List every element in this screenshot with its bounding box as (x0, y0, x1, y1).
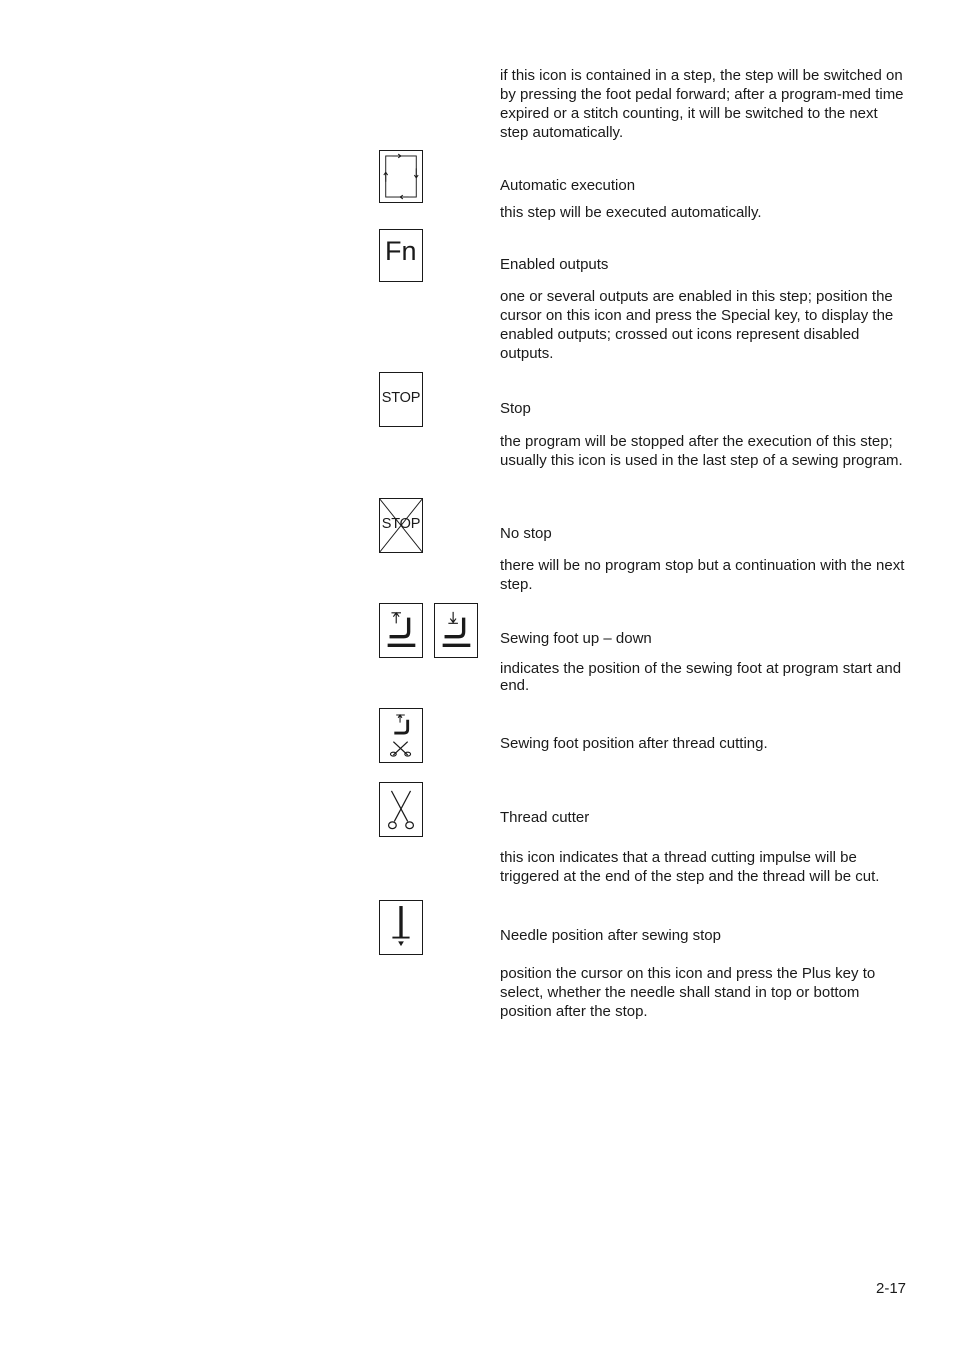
entry-title-stop: Stop (500, 400, 531, 417)
needle-position-icon (379, 900, 423, 955)
foot-after-cut-icon (379, 708, 423, 763)
scissors-icon (379, 782, 423, 837)
entry-description-enabled-outputs: one or several outputs are enabled in this step; position the cursor on this icon and press the Special key, to display the enabled outputs; crossed out icons represent disabled outputs. (500, 288, 894, 362)
automatic-execution-icon (379, 150, 423, 203)
entry-title-no-stop: No stop (500, 525, 552, 542)
no-stop-icon-label: STOP (381, 516, 421, 532)
intro-paragraph: if this icon is contained in a step, the step will be switched on by pressing the foot pedal forward; after a program-med time expired or a stitch counting, it will be switched to the next step automatically. (500, 67, 904, 141)
entry-title-needle-position: Needle position after sewing stop (500, 927, 721, 944)
entry-title-foot-after-cut: Sewing foot position after thread cutting. (500, 735, 768, 752)
fn-icon (379, 229, 423, 282)
no-stop-icon (379, 498, 423, 553)
entry-description-thread-cutter: this icon indicates that a thread cutting impulse will be triggered at the end of the step and the thread will be cut. (500, 849, 880, 885)
sewing-foot-down-icon (434, 603, 478, 658)
entry-description-needle-position: position the cursor on this icon and press the Plus key to select, whether the needle shall stand in top or bottom position after the stop. (500, 965, 876, 1020)
entry-title-automatic-execution: Automatic execution (500, 177, 636, 194)
entry-description-no-stop: there will be no program stop but a continuation with the next step. (500, 557, 905, 593)
entry-title-enabled-outputs: Enabled outputs (500, 256, 609, 273)
entry-title-thread-cutter: Thread cutter (500, 809, 590, 826)
entry-description-sewing-foot: indicates the position of the sewing foot at program start and end. (500, 660, 902, 694)
entry-title-sewing-foot: Sewing foot up – down (500, 630, 652, 647)
entry-description-stop: the program will be stopped after the execution of this step; usually this icon is used in the last step of a sewing program. (500, 433, 903, 469)
stop-icon-label: STOP (381, 390, 421, 406)
sewing-foot-up-icon (379, 603, 423, 658)
entry-description-automatic-execution: this step will be executed automatically. (500, 204, 762, 221)
fn-icon-label: Fn (385, 236, 417, 266)
stop-icon (379, 372, 423, 427)
page-number: 2-17 (876, 1280, 907, 1297)
